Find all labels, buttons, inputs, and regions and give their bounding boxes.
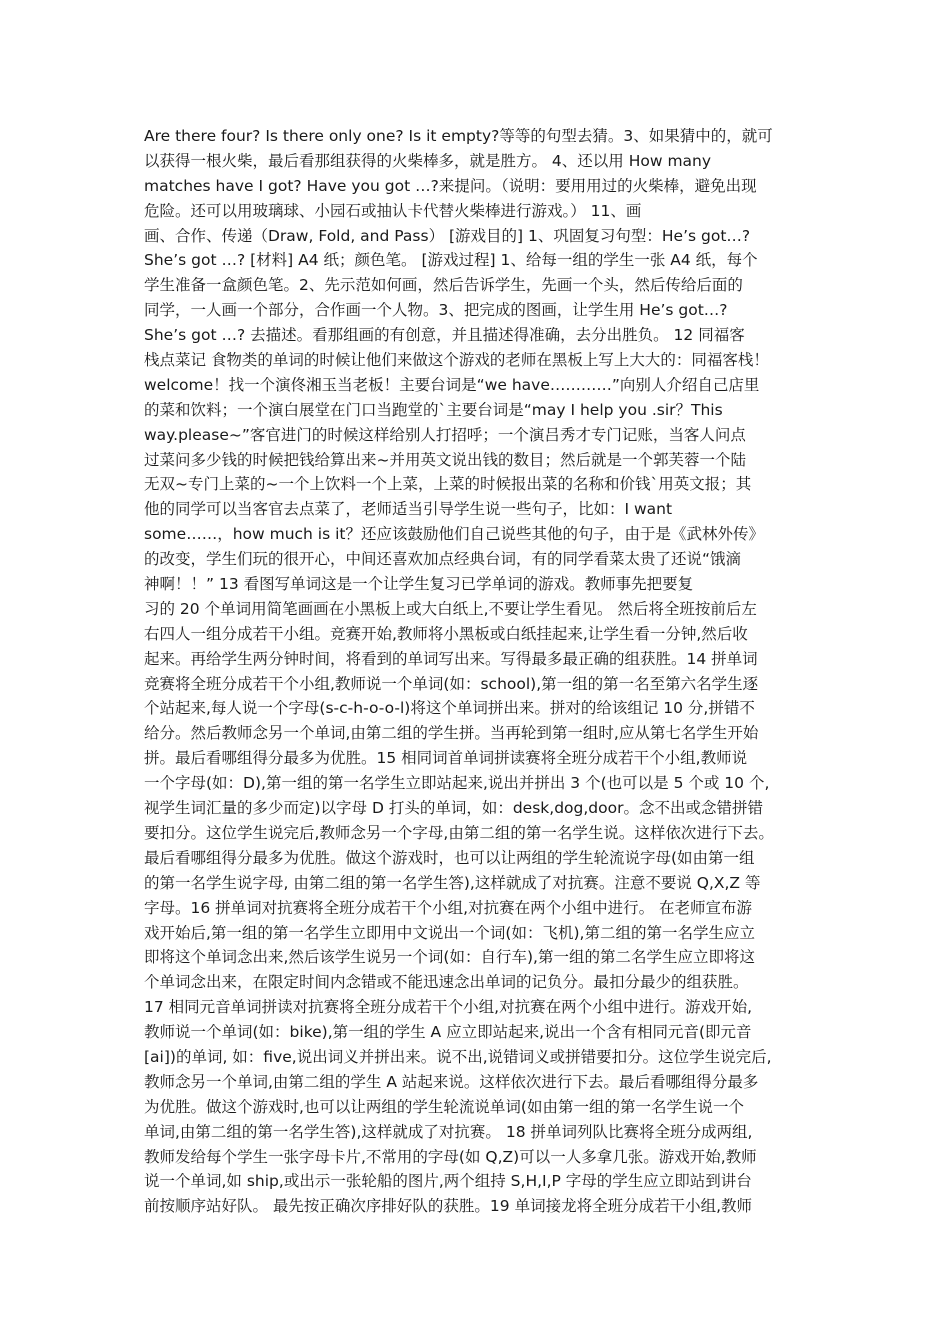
text-line: 前按顺序站好队。 最先按正确次序排好队的获胜。19 单词接龙将全班分成若干小组,教师 (144, 1197, 753, 1216)
text-line: some……，how much is it？还应该鼓励他们自己说些其他的句子，由于是《武林外传》 (144, 525, 764, 544)
text-line: 字母。16 拼单词对抗赛将全班分成若干个小组,对抗赛在两个小组中进行。 在老师宣布游 (144, 898, 753, 917)
text-line: 右四人一组分成若干小组。竞赛开始,教师将小黑板或白纸挂起来,让学生看一分钟,然后收 (144, 624, 748, 643)
text-line: 过菜问多少钱的时候把钱给算出来~并用英文说出钱的数目；然后就是一个郭芙蓉一个陆 (144, 450, 746, 469)
text-line: 起来。再给学生两分钟时间，将看到的单词写出来。写得最多最正确的组获胜。14 拼单词 (144, 649, 758, 668)
text-line: 教师发给每个学生一张字母卡片,不常用的字母(如 Q,Z)可以一人多拿几张。游戏开始,教师 (144, 1147, 757, 1166)
text-line: 画、合作、传递（Draw, Fold, and Pass） [游戏目的] 1、巩固复习句型：He’s got…? (144, 226, 751, 245)
text-line: 无双~专门上菜的~一个上饮料一个上菜，上菜的时候报出菜的名称和价钱`用英文报；其 (144, 475, 752, 494)
text-line: 同学，一人画一个部分，合作画一个人物。3、把完成的图画，让学生用 He’s got…? (144, 301, 728, 320)
text-line: matches have I got? Have you got …?来提问。（说明：要用用过的火柴棒，避免出现 (144, 176, 757, 195)
text-line: 个单词念出来，在限定时间内念错或不能迅速念出单词的记负分。最扣分最少的组获胜。 (144, 973, 749, 992)
text-line: 即将这个单词念出来,然后该学生说另一个词(如：自行车),第一组的第二名学生应立即将这 (144, 948, 755, 967)
text-line: 17 相同元音单词拼读对抗赛将全班分成若干个小组,对抗赛在两个小组中进行。游戏开始, (144, 998, 753, 1017)
text-line: 教师说一个单词(如：bike),第一组的学生 A 应立即站起来,说出一个含有相同元音(即元音 (144, 1023, 752, 1042)
text-line: 个站起来,每人说一个字母(s-c-h-o-o-l)将这个单词拼出来。拼对的给该组记 10 分,拼错不 (144, 699, 755, 718)
text-line: [ai])的单词, 如：five,说出词义并拼出来。说不出,说错词义或拼错要扣分。这位学生说完后, (144, 1047, 772, 1066)
text-line: 习的 20 个单词用简笔画画在小黑板上或大白纸上,不要让学生看见。 然后将全班按前后左 (144, 599, 757, 618)
text-line: 要扣分。这位学生说完后,教师念另一个字母,由第二组的第一名学生说。这样依次进行下去。 (144, 823, 774, 842)
document-body (144, 124, 824, 1219)
text-line: 栈点菜记 食物类的单词的时候让他们来做这个游戏的老师在黑板上写上大大的：同福客栈！ (144, 351, 769, 370)
text-line: 神啊！！” 13 看图写单词这是一个让学生复习已学单词的游戏。教师事先把要复 (144, 575, 694, 594)
text-line: 竞赛将全班分成若干个小组,教师说一个单词(如：school),第一组的第一名至第六名学生逐 (144, 674, 759, 693)
text-line: 学生准备一盒颜色笔。2、先示范如何画，然后告诉学生，先画一个头，然后传给后面的 (144, 276, 743, 295)
text-line: 最后看哪组得分最多为优胜。做这个游戏时，也可以让两组的学生轮流说字母(如由第一组 (144, 848, 755, 867)
text-line: 教师念另一个单词,由第二组的学生 A 站起来说。这样依次进行下去。最后看哪组得分最多 (144, 1072, 759, 1091)
text-line: way.please~”客官进门的时候这样给别人打招呼；一个演吕秀才专门记账，当客人问点 (144, 425, 746, 444)
text-line: 的第一名学生说字母, 由第二组的第一名学生答),这样就成了对抗赛。注意不要说 Q,X,Z 等 (144, 873, 761, 892)
text-line: 他的同学可以当客官去点菜了，老师适当引导学生说一些句子，比如：I want (144, 500, 673, 519)
text-line: Are there four? Is there only one? Is it empty?等等的句型去猜。3、如果猜中的，就可 (144, 127, 773, 145)
text-line: 的菜和饮料；一个演白展堂在门口当跑堂的`主要台词是“may I help you .sir？This (144, 400, 723, 419)
text-line: 为优胜。做这个游戏时,也可以让两组的学生轮流说单词(如由第一组的第一名学生说一个 (144, 1097, 744, 1116)
text-line: 以获得一根火柴，最后看那组获得的火柴棒多，就是胜方。 4、还以用 How many (144, 151, 712, 170)
text-line: 给分。然后教师念另一个单词,由第二组的学生拼。当再轮到第一组时,应从第七名学生开始 (144, 724, 759, 743)
text-line: 的改变，学生们玩的很开心，中间还喜欢加点经典台词，有的同学看菜太贵了还说“饿滴 (144, 550, 742, 569)
text-line: She’s got …? [材料] A4 纸；颜色笔。 [游戏过程] 1、给每一组的学生一张 A4 纸，每个 (144, 251, 758, 270)
text-line: 一个字母(如：D),第一组的第一名学生立即站起来,说出并拼出 3 个(也可以是 5 个或 10 个, (144, 774, 770, 793)
text-line: 说一个单词,如 ship,或出示一张轮船的图片,两个组持 S,H,I,P 字母的学生应立即站到讲台 (144, 1172, 752, 1191)
text-line: 戏开始后,第一组的第一名学生立即用中文说出一个词(如：飞机),第二组的第一名学生应立 (144, 923, 755, 942)
text-line: 拼。最后看哪组得分最多为优胜。15 相同词首单词拼读赛将全班分成若干个小组,教师说 (144, 749, 748, 768)
text-line: welcome！找一个演佟湘玉当老板！主要台词是“we have…………”向别人介绍自己店里 (144, 375, 760, 394)
text-line: 视学生词汇量的多少而定)以字母 D 打头的单词，如：desk,dog,door。念不出或念错拼错 (144, 799, 763, 818)
text-line: 危险。还可以用玻璃球、小园石或抽认卡代替火柴棒进行游戏。） 11、画 (144, 201, 642, 220)
text-line: She’s got …? 去描述。看那组画的有创意，并且描述得准确，去分出胜负。 12 同福客 (144, 326, 745, 345)
text-line: 单词,由第二组的第一名学生答),这样就成了对抗赛。 18 拼单词列队比赛将全班分成两组, (144, 1122, 753, 1141)
